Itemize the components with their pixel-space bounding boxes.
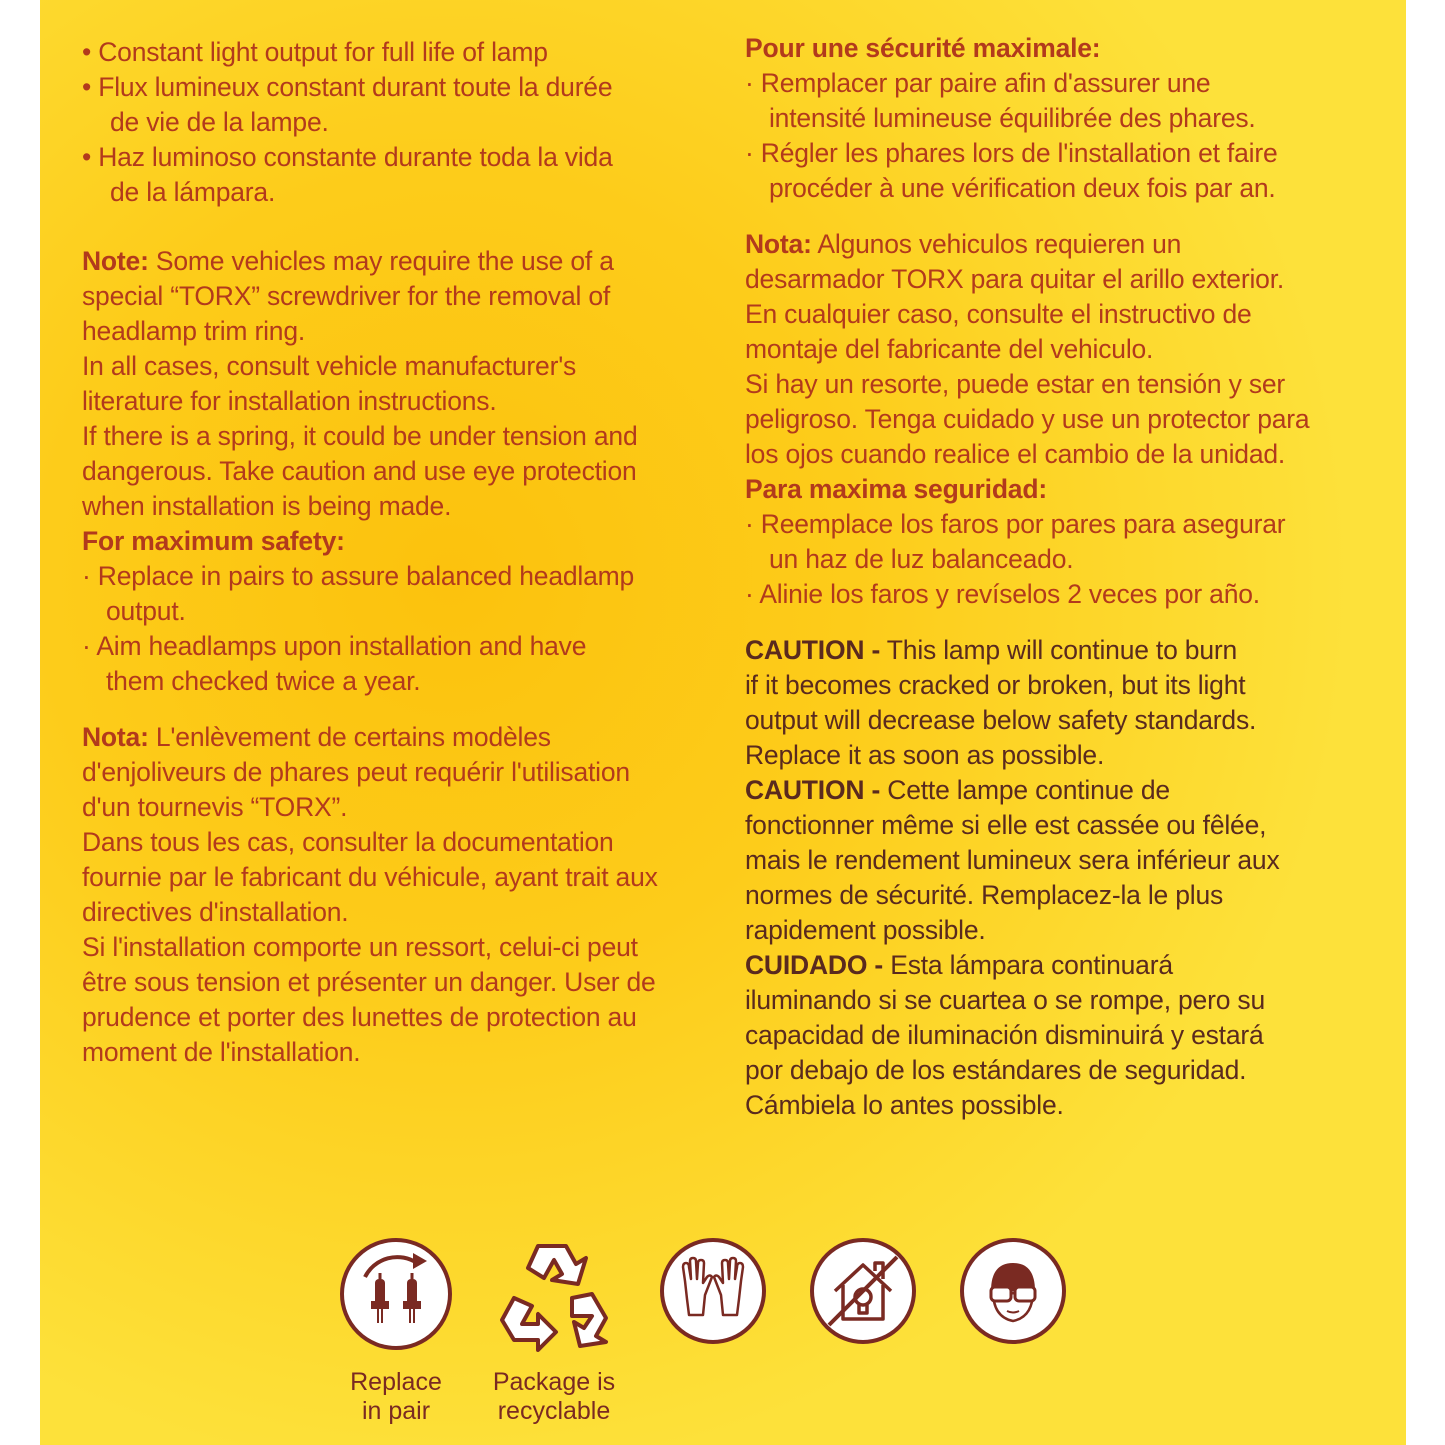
note-french: Nota: L'enlèvement de certains modèles d'enjoliveurs de phares peut requérir l'utilisation d'un tournevis “TORX”. Dans tous les cas, consulter la documentation fournie par le fabricant du véhicule, ayant trait aux directives d'installation. Si l'installation comporte un ressort, celui-ci peut être sous tension et présenter un danger. User de prudence et porter des lunettes de protection au moment de l'installation.: [82, 722, 658, 1067]
note-spanish: Nota: Algunos vehiculos requieren un desarmador TORX para quitar el arillo exterior. En cualquier caso, consulte el instructivo de montaje del fabricante del vehiculo. Si hay un resorte, puede estar en tensión y ser peligroso. Tenga cuidado y use un protector para los ojos cuando realice el cambio de la unidad.: [745, 229, 1310, 469]
safety-heading-es: Para maxima seguridad:: [745, 474, 1047, 504]
eye-protection-icon: [960, 1238, 1066, 1344]
recyclable-label: Package is recyclable: [492, 1368, 616, 1425]
caution-label: CAUTION -: [745, 635, 881, 665]
left-column: [82, 35, 702, 1070]
bullet-es: • Haz luminoso constante durante toda la vida de la lámpara.: [82, 142, 613, 207]
safety-french: Pour une sécurité maximale: · Remplacer par paire afin d'assurer une intensité lumineuse équilibrée des phares. · Régler les phares lors de l'installation et faire procéder à une vérification deux fois par an.: [745, 31, 1385, 206]
caution-label-fr: CAUTION -: [745, 775, 881, 805]
bullet-fr: • Flux lumineux constant durant toute la durée de vie de la lampe.: [82, 72, 613, 137]
safety-heading: For maximum safety:: [82, 526, 345, 556]
safety-heading-fr: Pour une sécurité maximale:: [745, 33, 1101, 63]
note-english: Note: Some vehicles may require the use of a special “TORX” screwdriver for the removal of headlamp trim ring. In all cases, consult vehicle manufacturer's literature for installation instructions. If there is a spring, it could be under tension and dangerous. Take caution and use eye protection when installation is being made.: [82, 246, 638, 521]
caution-french: CAUTION - Cette lampe continue de fonctionner même si elle est cassée ou fêlée, mais le rendement lumineux sera inférieur aux normes de sécurité. Remplacez-la le plus rapidement possible.: [745, 775, 1280, 945]
safety-english: For maximum safety: · Replace in pairs to assure balanced headlamp output. · Aim headlamps upon installation and have them checked twice a year.: [82, 524, 702, 699]
eye-protection: [960, 1238, 1066, 1344]
no-household-use: [810, 1238, 916, 1344]
icon-row: [40, 1238, 1406, 1438]
nota-label-es: Nota:: [745, 229, 812, 259]
caution-spanish: CUIDADO - Esta lámpara continuará iluminando si se cuartea o se rompe, pero su capacidad de iluminación disminuirá y estará por debajo de los estándares de seguridad. Cámbiela lo antes possible.: [745, 950, 1266, 1120]
nota-label: Nota:: [82, 722, 149, 752]
right-column: [745, 31, 1385, 1123]
replace-in-pair-icon: [340, 1238, 452, 1350]
recycle-icon: [492, 1238, 616, 1356]
caution-english: CAUTION - This lamp will continue to burn if it becomes cracked or broken, but its light output will decrease below safety standards. Replace it as soon as possible.: [745, 635, 1257, 770]
gloves-icon: [660, 1238, 766, 1344]
recyclable: [492, 1238, 616, 1425]
wear-gloves: [660, 1238, 766, 1344]
replace-in-pair: [340, 1238, 452, 1425]
no-household-use-icon: [810, 1238, 916, 1344]
replace-in-pair-label: Replace in pair: [350, 1368, 442, 1425]
cuidado-label: CUIDADO -: [745, 950, 884, 980]
safety-spanish: Para maxima seguridad: · Reemplace los faros por pares para asegurar un haz de luz balanceado. · Alinie los faros y revíselos 2 veces por año.: [745, 472, 1385, 612]
instruction-panel: [40, 0, 1406, 1445]
note-label: Note:: [82, 246, 149, 276]
bullet-en: • Constant light output for full life of lamp: [82, 37, 548, 67]
